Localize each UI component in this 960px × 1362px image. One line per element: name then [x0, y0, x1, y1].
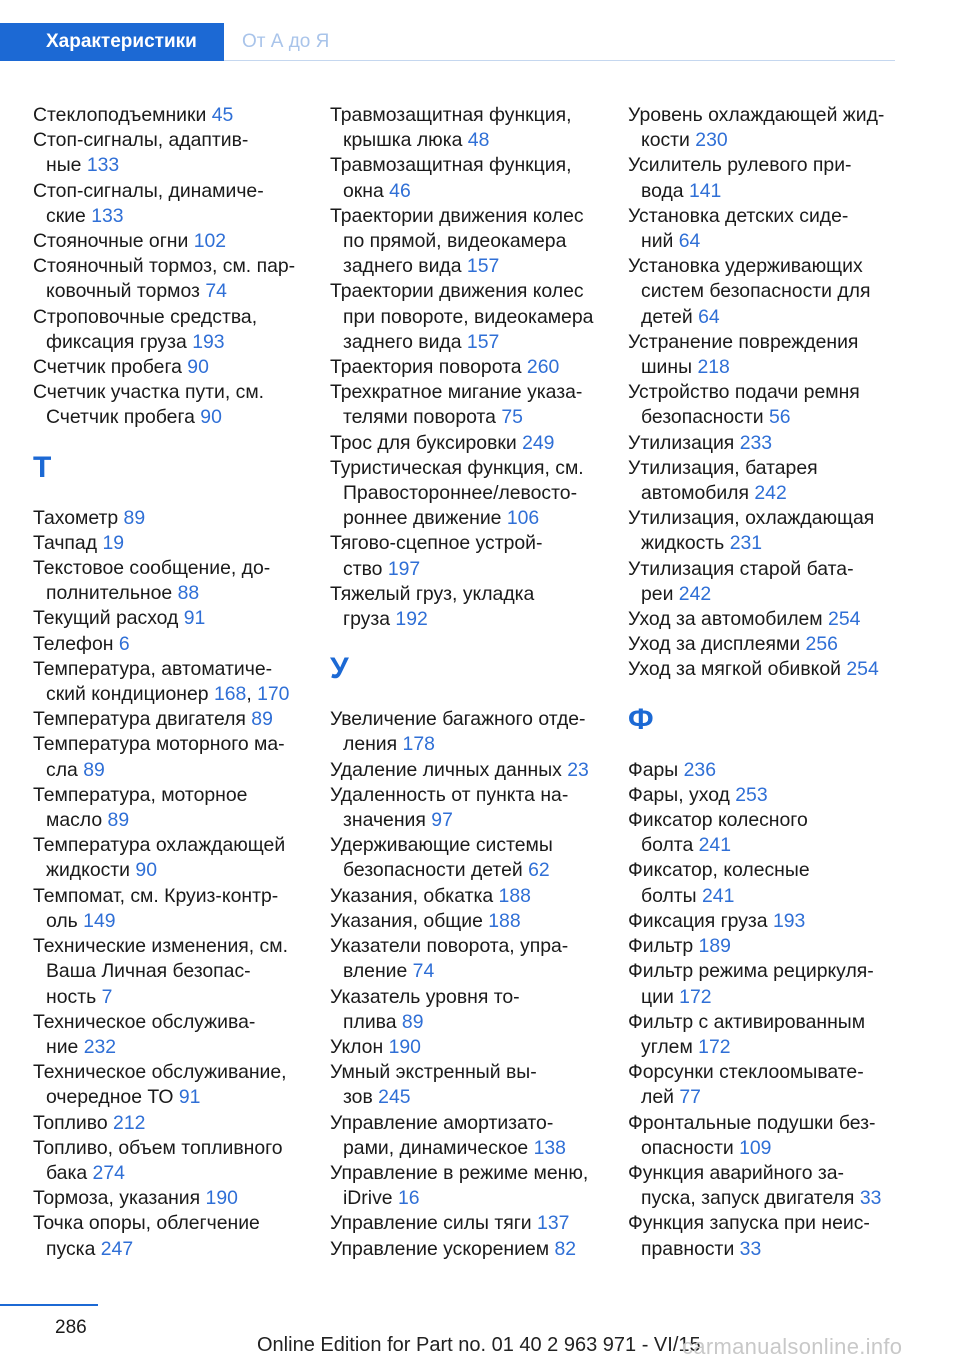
- section-letter: Т: [33, 450, 52, 484]
- entry-term: опасности: [641, 1136, 734, 1159]
- page-link[interactable]: 88: [177, 582, 200, 605]
- index-entry: [33, 179, 308, 229]
- entry-term: заднего вида: [343, 330, 462, 353]
- entry-term: Траектории движения колес: [330, 204, 584, 227]
- entry-term: Травмозащитная функция,: [330, 154, 572, 177]
- page-link[interactable]: 172: [698, 1035, 731, 1058]
- index-entry: [33, 1186, 308, 1211]
- entry-term: Удаленность от пункта на-: [330, 783, 569, 806]
- page-link[interactable]: 33: [859, 1187, 882, 1210]
- page-link[interactable]: 74: [205, 280, 227, 303]
- index-entry: [33, 833, 308, 883]
- entry-term: Туристическая функция, см.: [330, 456, 584, 479]
- entry-term: Указатель уровня то-: [330, 985, 520, 1008]
- index-entry: [628, 632, 900, 657]
- index-entry: [330, 279, 602, 355]
- index-entry: [628, 657, 900, 682]
- index-entry: [330, 707, 602, 757]
- page-link[interactable]: 56: [768, 406, 791, 429]
- entry-term: бака: [46, 1161, 88, 1184]
- entry-term: Трехкратное мигание указа-: [330, 381, 583, 404]
- index-entry: [330, 355, 602, 380]
- page-link[interactable]: 241: [702, 884, 735, 907]
- entry-term: ские: [46, 204, 86, 227]
- page-link[interactable]: 168: [213, 683, 247, 706]
- page-link[interactable]: 45: [211, 104, 234, 126]
- entry-term: реи: [641, 582, 674, 605]
- page-link[interactable]: 91: [183, 607, 206, 630]
- entry-term: Увеличение багажного отде-: [330, 708, 586, 731]
- entry-term: оль: [46, 909, 78, 932]
- page-link[interactable]: 137: [537, 1212, 570, 1235]
- page-link[interactable]: 33: [739, 1237, 762, 1260]
- entry-term: Техническое обслужива-: [33, 1010, 256, 1033]
- index-entry: [330, 582, 602, 632]
- entry-term: Уход за дисплеями: [628, 633, 801, 656]
- page-link[interactable]: 19: [102, 531, 125, 554]
- entry-term: Фиксатор, колесные: [628, 859, 810, 882]
- page-link[interactable]: 254: [846, 658, 879, 681]
- entry-term: Технические изменения, см.: [33, 935, 288, 958]
- entry-term: Удаление личных данных: [330, 758, 562, 781]
- entry-term: автомобиля: [641, 482, 749, 505]
- page-link[interactable]: 89: [251, 708, 273, 731]
- entry-term: болта: [641, 834, 694, 857]
- entry-term: Установка удерживающих: [628, 255, 863, 278]
- entry-term: болты: [641, 884, 697, 907]
- footer-accent-line: [0, 1304, 98, 1306]
- entry-term: iDrive: [343, 1187, 393, 1210]
- index-entry: [330, 884, 602, 909]
- entry-term: ления: [343, 733, 398, 756]
- entry-term: плива: [343, 1010, 397, 1033]
- entry-term: Тормоза, указания: [33, 1187, 201, 1210]
- entry-term: Тахометр: [33, 506, 119, 529]
- entry-term: полнительное: [46, 582, 173, 605]
- watermark: carmanualsonline.info: [682, 1334, 903, 1359]
- page-link[interactable]: 109: [739, 1136, 772, 1159]
- index-entry: [330, 1111, 602, 1161]
- index-entry: [628, 1060, 900, 1110]
- page-link[interactable]: 197: [387, 557, 421, 580]
- entry-term: при повороте, видеокамера: [343, 305, 594, 328]
- entry-term: Техническое обслуживание,: [33, 1061, 287, 1084]
- index-entry: [33, 1111, 308, 1136]
- tab-a-to-z[interactable]: От А до Я: [224, 23, 895, 61]
- index-entry: [33, 732, 308, 782]
- page-link[interactable]: 90: [200, 406, 222, 429]
- entry-term: вление: [343, 960, 408, 983]
- page-link[interactable]: 256: [805, 633, 838, 656]
- index-entry: [628, 758, 900, 783]
- index-entry: [33, 355, 308, 380]
- entry-term: шины: [641, 356, 693, 379]
- entry-term: правности: [641, 1237, 735, 1260]
- entry-term: Стоп-сигналы, адаптив-: [33, 129, 249, 152]
- index-entry: [330, 103, 602, 153]
- entry-term: Ваша Личная безопас-: [46, 960, 251, 983]
- entry-term: Указатели поворота, упра-: [330, 935, 569, 958]
- entry-term: Удерживающие системы: [330, 834, 553, 857]
- entry-term: кости: [641, 129, 690, 152]
- index-entry: [33, 128, 308, 178]
- page-link[interactable]: 188: [488, 909, 521, 932]
- page-link[interactable]: 7: [101, 985, 113, 1008]
- page-link[interactable]: 193: [772, 909, 806, 932]
- page-link[interactable]: 23: [567, 758, 589, 781]
- entry-term: зов: [343, 1086, 373, 1109]
- index-entry: [628, 959, 900, 1009]
- page-link[interactable]: 218: [697, 356, 730, 379]
- index-entry: [330, 153, 602, 203]
- page-link[interactable]: 157: [466, 255, 500, 278]
- index-entry: [330, 985, 602, 1035]
- entry-term: Телефон: [33, 632, 114, 655]
- entry-term: Фильтр: [628, 935, 694, 958]
- page-link[interactable]: 75: [501, 406, 523, 429]
- index-entry: [628, 557, 900, 607]
- entry-term: безопасности: [641, 406, 764, 429]
- entry-term: Управление в режиме меню,: [330, 1161, 589, 1184]
- entry-term: Тягово-сцепное устрой-: [330, 532, 543, 555]
- entry-term: Утилизация, батарея: [628, 456, 818, 479]
- page-link[interactable]: 190: [388, 1035, 421, 1058]
- entry-term: Счетчик участка пути, см.: [33, 381, 265, 404]
- index-entry: [628, 1010, 900, 1060]
- index-entry: [33, 1010, 308, 1060]
- entry-term: груза: [343, 608, 391, 631]
- entry-term: Фильтр с активированным: [628, 1010, 866, 1033]
- index-entry: [33, 229, 308, 254]
- entry-term: жидкости: [46, 859, 131, 882]
- index-entry: [628, 1161, 900, 1211]
- entry-term: Строповочные средства,: [33, 305, 258, 328]
- page-link[interactable]: 89: [83, 758, 105, 781]
- page-link[interactable]: 233: [739, 431, 773, 454]
- page-link[interactable]: 192: [395, 608, 428, 631]
- page-link[interactable]: 102: [193, 230, 227, 253]
- index-entry: [33, 531, 308, 556]
- section-letter: Ф: [628, 702, 654, 736]
- index-entry: [33, 783, 308, 833]
- entry-term: пуска: [46, 1237, 96, 1260]
- index-entry: [628, 808, 900, 858]
- entry-term: Умный экстренный вы-: [330, 1061, 537, 1084]
- index-entry: [33, 632, 308, 657]
- index-entry: [628, 1211, 900, 1261]
- entry-term: Топливо, объем топливного: [33, 1136, 283, 1159]
- entry-term: Форсунки стеклоомывате-: [628, 1061, 864, 1084]
- index-entry: [628, 909, 900, 934]
- index-column-2: [330, 103, 602, 1262]
- page-link[interactable]: 242: [678, 582, 712, 605]
- entry-term: Фронтальные подушки без-: [628, 1111, 876, 1134]
- entry-term: Текущий расход: [33, 607, 179, 630]
- index-entry: [33, 1136, 308, 1186]
- entry-term: Утилизация, охлаждающая: [628, 507, 875, 530]
- index-entry: [330, 1211, 602, 1236]
- page-link[interactable]: 172: [679, 985, 712, 1008]
- entry-term: Усилитель рулевого при-: [628, 154, 852, 177]
- entry-term: Устройство подачи ремня: [628, 381, 860, 404]
- entry-term: Текстовое сообщение, до-: [33, 557, 271, 580]
- entry-term: фиксация груза: [46, 330, 187, 353]
- page-link[interactable]: 170: [257, 683, 290, 706]
- index-entry: [33, 556, 308, 606]
- entry-term: жидкость: [641, 532, 725, 555]
- page-link[interactable]: 62: [528, 859, 550, 882]
- entry-term: Утилизация: [628, 431, 735, 454]
- page-link[interactable]: 74: [412, 960, 435, 983]
- entry-term: Фары, уход: [628, 783, 730, 806]
- page-link[interactable]: 193: [192, 330, 225, 353]
- tab-characteristics[interactable]: Характеристики: [0, 23, 224, 61]
- page-link[interactable]: 189: [698, 935, 731, 958]
- entry-term: Утилизация старой бата-: [628, 557, 854, 580]
- entry-term: вода: [641, 179, 684, 202]
- entry-term: Уклон: [330, 1035, 384, 1058]
- entry-term: Точка опоры, облегчение: [33, 1212, 260, 1235]
- page-number: 286: [55, 1317, 87, 1338]
- entry-term: окна: [343, 179, 384, 202]
- entry-term: ство: [343, 557, 383, 580]
- index-entry: [628, 858, 900, 908]
- page-link[interactable]: 97: [431, 809, 453, 832]
- page-link[interactable]: 190: [205, 1187, 238, 1210]
- entry-term: Траектория поворота: [330, 356, 522, 379]
- entry-term: Стеклоподъемники: [33, 104, 207, 126]
- entry-term: роннее движение: [343, 507, 502, 530]
- entry-term: Управление амортизато-: [330, 1111, 554, 1134]
- index-entry: [628, 456, 900, 506]
- index-entry: [330, 1237, 602, 1262]
- index-entry: [33, 1211, 308, 1261]
- entry-term: Устранение повреждения: [628, 330, 859, 353]
- index-entry: [628, 330, 900, 380]
- page-link[interactable]: 253: [735, 783, 768, 806]
- entry-term: Управление силы тяги: [330, 1212, 532, 1235]
- entry-term: Фиксация груза: [628, 909, 768, 932]
- index-entry: [33, 103, 308, 128]
- entry-term: Уход за мягкой обивкой: [628, 658, 841, 681]
- index-entry: [330, 783, 602, 833]
- entry-term: крышка люка: [343, 129, 463, 152]
- index-column-1: [33, 103, 308, 1262]
- entry-term: по прямой, видеокамера: [343, 230, 567, 253]
- index-entry: [628, 431, 900, 456]
- entry-term: сла: [46, 758, 78, 781]
- entry-term: Установка детских сиде-: [628, 204, 849, 227]
- page-link[interactable]: 260: [526, 356, 560, 379]
- index-entry: [330, 909, 602, 934]
- page-link[interactable]: 188: [498, 884, 531, 907]
- index-entry: [330, 934, 602, 984]
- page-link[interactable]: 232: [83, 1035, 117, 1058]
- entry-term: ние: [46, 1035, 79, 1058]
- page-link[interactable]: 212: [113, 1111, 146, 1134]
- index-entry: [33, 254, 308, 304]
- entry-term: ность: [46, 985, 97, 1008]
- entry-term: Тачпад: [33, 531, 98, 554]
- entry-term: Тяжелый груз, укладка: [330, 582, 535, 605]
- header-tabs: [0, 23, 895, 61]
- entry-term: ции: [641, 985, 674, 1008]
- entry-term: Функция запуска при неис-: [628, 1212, 870, 1235]
- index-entry: [33, 380, 308, 430]
- index-entry: [330, 1060, 602, 1110]
- index-entry: [33, 606, 308, 631]
- entry-term: Указания, обкатка: [330, 884, 494, 907]
- page-link[interactable]: 241: [698, 834, 731, 857]
- page-link[interactable]: 149: [83, 909, 116, 932]
- entry-term: рами, динамическое: [343, 1136, 529, 1159]
- entry-term: Темпомат, см. Круиз-контр-: [33, 884, 279, 907]
- index-entry: [628, 1111, 900, 1161]
- entry-term: масло: [46, 809, 103, 832]
- page-link[interactable]: 16: [397, 1187, 420, 1210]
- entry-term: Управление ускорением: [330, 1237, 550, 1260]
- entry-term: Температура охлаждающей: [33, 834, 286, 857]
- index-entry: [330, 431, 602, 456]
- entry-term: Уход за автомобилем: [628, 608, 823, 631]
- page-link[interactable]: 254: [828, 608, 861, 631]
- entry-term: Счетчик пробега: [46, 406, 195, 429]
- index-entry: [33, 506, 308, 531]
- index-entry: [33, 707, 308, 732]
- entry-term: Стояночный тормоз, см. пар-: [33, 255, 296, 278]
- entry-term: значения: [343, 809, 426, 832]
- page-link[interactable]: 245: [378, 1086, 411, 1109]
- page-link[interactable]: 133: [86, 154, 120, 177]
- index-entry: [628, 607, 900, 632]
- page-link[interactable]: 90: [187, 356, 209, 379]
- entry-term: Температура, автоматиче-: [33, 657, 273, 680]
- entry-term: очередное ТО: [46, 1086, 174, 1109]
- entry-term: Топливо: [33, 1111, 108, 1134]
- entry-term: систем безопасности для: [641, 280, 871, 303]
- index-entry: [330, 1161, 602, 1211]
- page-link[interactable]: 230: [695, 129, 728, 152]
- index-entry: [330, 204, 602, 280]
- page-link[interactable]: 89: [123, 506, 146, 529]
- index-entry: [330, 531, 602, 581]
- page-link[interactable]: 141: [688, 179, 722, 202]
- entry-term: Уровень охлаждающей жид-: [628, 104, 885, 126]
- index-entry: [628, 783, 900, 808]
- entry-term: Фильтр режима рециркуля-: [628, 960, 874, 983]
- index-entry: [628, 380, 900, 430]
- index-entry: [628, 254, 900, 330]
- page-link[interactable]: 89: [401, 1010, 424, 1033]
- page-link[interactable]: 46: [389, 179, 411, 202]
- page-link[interactable]: 77: [679, 1086, 701, 1109]
- entry-term: Функция аварийного за-: [628, 1161, 844, 1184]
- page-link[interactable]: 64: [698, 305, 720, 328]
- index-entry: [330, 758, 602, 783]
- section-letter: У: [330, 652, 349, 686]
- page-link[interactable]: 178: [402, 733, 435, 756]
- index-entry: [33, 884, 308, 934]
- entry-term: пуска, запуск двигателя: [641, 1187, 855, 1210]
- page-link[interactable]: 89: [107, 809, 130, 832]
- entry-term: ные: [46, 154, 82, 177]
- index-entry: [628, 204, 900, 254]
- entry-term: ковочный тормоз: [46, 280, 200, 303]
- index-entry: Температура, автоматиче- ский кондиционер 168, 170: [33, 657, 290, 706]
- page-link[interactable]: 236: [683, 758, 716, 781]
- page-link[interactable]: 274: [92, 1161, 125, 1184]
- entry-term: ский кондиционер: [46, 683, 209, 706]
- entry-term: Трос для буксировки: [330, 431, 517, 454]
- entry-term: углем: [641, 1035, 693, 1058]
- entry-term: Температура моторного ма-: [33, 733, 285, 756]
- entry-term: заднего вида: [343, 255, 462, 278]
- index-entry: [33, 1060, 308, 1110]
- entry-term: Траектории движения колес: [330, 280, 584, 303]
- entry-term: Фиксатор колесного: [628, 809, 808, 832]
- entry-term: Стояночные огни: [33, 230, 189, 253]
- page-link[interactable]: 231: [729, 532, 763, 555]
- index-entry: [628, 153, 900, 203]
- index-entry: [330, 380, 602, 430]
- edition-note: Online Edition for Part no. 01 40 2 963 971 - VI/15: [257, 1334, 701, 1356]
- entry-term: Стоп-сигналы, динамиче-: [33, 179, 264, 202]
- page-link[interactable]: 249: [522, 431, 555, 454]
- entry-term: Указания, общие: [330, 909, 483, 932]
- entry-term: детей: [641, 305, 693, 328]
- entry-term: Правостороннее/левосто-: [343, 482, 578, 505]
- index-entry: [330, 456, 602, 532]
- page-link[interactable]: 157: [466, 330, 500, 353]
- page-link[interactable]: 106: [506, 507, 540, 530]
- page-link[interactable]: 91: [178, 1086, 201, 1109]
- index-entry: [33, 305, 308, 355]
- entry-term: Счетчик пробега: [33, 356, 182, 379]
- entry-term: Травмозащитная функция,: [330, 104, 572, 126]
- index-entry: [628, 506, 900, 556]
- entry-term: Фары: [628, 758, 679, 781]
- index-entry: [628, 103, 900, 153]
- page-link[interactable]: 133: [91, 204, 124, 227]
- page-link[interactable]: 82: [554, 1237, 577, 1260]
- entry-term: Температура двигателя: [33, 708, 246, 731]
- page-link[interactable]: 242: [754, 482, 787, 505]
- page-link[interactable]: 48: [467, 129, 490, 152]
- page-link[interactable]: 64: [678, 230, 701, 253]
- page-link[interactable]: 138: [533, 1136, 566, 1159]
- page-link[interactable]: 6: [118, 632, 130, 655]
- index-entry: [33, 934, 308, 1010]
- entry-term: Температура, моторное: [33, 783, 248, 806]
- index-entry: [330, 1035, 602, 1060]
- entry-term: ний: [641, 230, 674, 253]
- entry-term: телями поворота: [343, 406, 496, 429]
- page-link[interactable]: 90: [135, 859, 157, 882]
- entry-term: лей: [641, 1086, 674, 1109]
- index-column-3: [628, 103, 900, 1262]
- entry-term: безопасности детей: [343, 859, 523, 882]
- index-entry: [330, 833, 602, 883]
- page-link[interactable]: 247: [100, 1237, 134, 1260]
- index-entry: [628, 934, 900, 959]
